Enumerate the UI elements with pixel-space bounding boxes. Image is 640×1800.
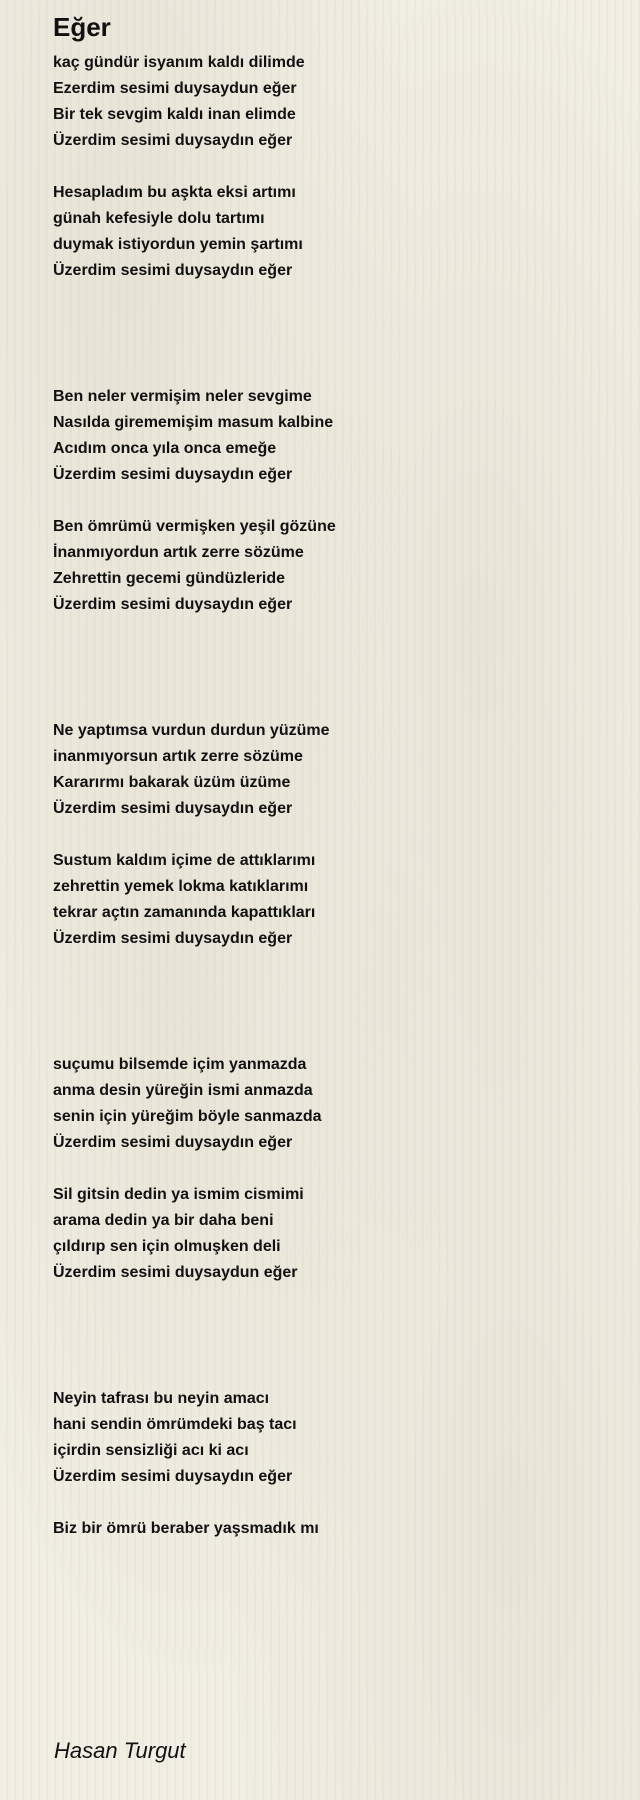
section-gap (53, 1286, 613, 1386)
poem-line: arama dedin ya bir daha beni (53, 1212, 274, 1229)
poem-title: Eğer (53, 12, 111, 42)
stanza-gap (53, 1490, 613, 1516)
poem-line: duymak istiyordun yemin şartımı (53, 236, 303, 253)
stanza-7 (53, 1052, 613, 1156)
stanza-gap (53, 488, 613, 514)
poem-line: Sustum kaldım içime de attıklarımı (53, 852, 316, 869)
poem-line: Bir tek sevgim kaldı inan elimde (53, 106, 296, 123)
stanza-6 (53, 848, 613, 952)
poem-line: Üzerdim sesimi duysaydın eğer (53, 800, 293, 817)
poem-line: Ezerdim sesimi duysaydun eğer (53, 80, 297, 97)
poem-line: Üzerdim sesimi duysaydın eğer (53, 1468, 293, 1485)
stanza-3 (53, 384, 613, 488)
poem-line: çıldırıp sen için olmuşken deli (53, 1238, 281, 1255)
poem-line: suçumu bilsemde içim yanmazda (53, 1056, 307, 1073)
poem-line: Üzerdim sesimi duysaydın eğer (53, 1134, 293, 1151)
poem-line: senin için yüreğim böyle sanmazda (53, 1108, 322, 1125)
section-gap (53, 284, 613, 384)
stanza-gap (53, 1156, 613, 1182)
poem-line: Neyin tafrası bu neyin amacı (53, 1390, 270, 1407)
stanza-2 (53, 180, 613, 284)
stanza-4 (53, 514, 613, 618)
stanza-9 (53, 1386, 613, 1490)
poem-line: hani sendin ömrümdeki baş tacı (53, 1416, 297, 1433)
poem-body (53, 50, 613, 1542)
poem-line: İnanmıyordun artık zerre sözüme (53, 544, 304, 561)
stanza-5 (53, 718, 613, 822)
poem-line: Ne yaptımsa vurdun durdun yüzüme (53, 722, 330, 739)
poem-line: inanmıyorsun artık zerre sözüme (53, 748, 303, 765)
stanza-gap (53, 154, 613, 180)
stanza-1 (53, 50, 613, 154)
section-gap (53, 618, 613, 718)
poem-line: Ben neler vermişim neler sevgime (53, 388, 312, 405)
poem-line: anma desin yüreğin ismi anmazda (53, 1082, 313, 1099)
poem-line: Zehrettin gecemi gündüzleride (53, 570, 286, 587)
poem-line: Üzerdim sesimi duysaydın eğer (53, 596, 293, 613)
stanza-gap (53, 822, 613, 848)
poem-line: Biz bir ömrü beraber yaşsmadık mı (53, 1520, 319, 1537)
poem-line: içirdin sensizliği acı ki acı (53, 1442, 249, 1459)
poem-line: Nasılda girememişim masum kalbine (53, 414, 334, 431)
poem-line: günah kefesiyle dolu tartımı (53, 210, 265, 227)
poem-line: Acıdım onca yıla onca emeğe (53, 440, 277, 457)
poem-line: Ben ömrümü vermişken yeşil gözüne (53, 518, 336, 535)
poem-line: Üzerdim sesimi duysaydın eğer (53, 262, 293, 279)
poem-line: Üzerdim sesimi duysaydın eğer (53, 132, 293, 149)
stanza-10 (53, 1516, 613, 1542)
poem-line: Üzerdim sesimi duysaydun eğer (53, 1264, 298, 1281)
author-name: Hasan Turgut (54, 1738, 186, 1763)
poem-line: tekrar açtın zamanında kapattıkları (53, 904, 316, 921)
poem-line: kaç gündür isyanım kaldı dilimde (53, 54, 305, 71)
stanza-8 (53, 1182, 613, 1286)
poem-line: Üzerdim sesimi duysaydın eğer (53, 930, 293, 947)
poem-line: zehrettin yemek lokma katıklarımı (53, 878, 309, 895)
poem-line: Hesapladım bu aşkta eksi artımı (53, 184, 296, 201)
section-gap (53, 952, 613, 1052)
poem-line: Üzerdim sesimi duysaydın eğer (53, 466, 293, 483)
poem-line: Sil gitsin dedin ya ismim cismimi (53, 1186, 304, 1203)
poem-line: Kararırmı bakarak üzüm üzüme (53, 774, 291, 791)
